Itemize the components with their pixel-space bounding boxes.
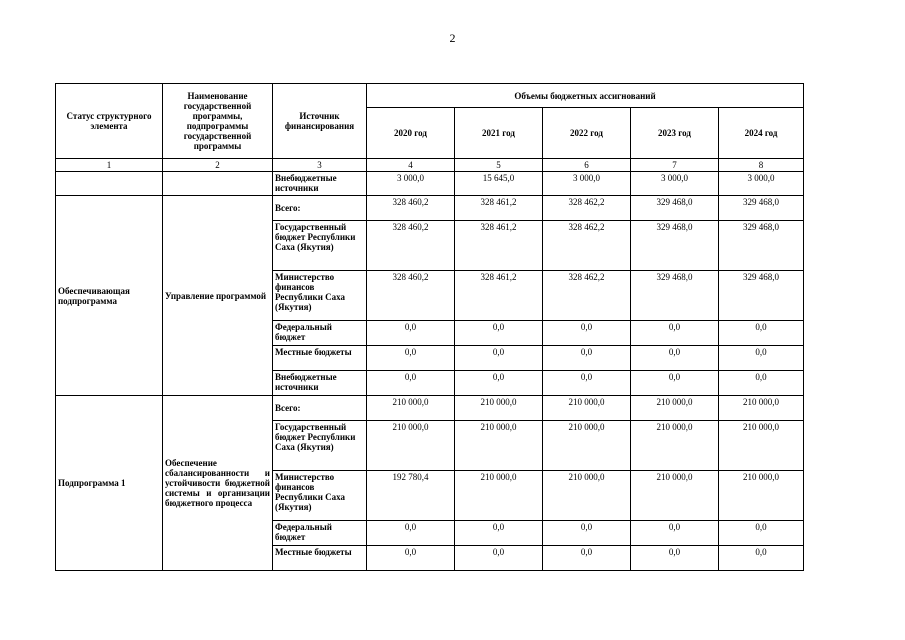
value-cell: 210 000,0 (367, 421, 455, 471)
value-cell: 0,0 (455, 521, 543, 546)
value-cell: 328 460,2 (367, 221, 455, 271)
table-row (56, 196, 804, 221)
header-name: Наименование государственной программы, подпрограммы государственной программы (163, 84, 273, 159)
value-cell: 0,0 (543, 521, 631, 546)
value-cell: 328 462,2 (543, 196, 631, 221)
value-cell: 0,0 (631, 521, 719, 546)
value-cell: 210 000,0 (543, 421, 631, 471)
value-cell: 192 780,4 (367, 471, 455, 521)
value-cell: 328 461,2 (455, 221, 543, 271)
value-cell: 210 000,0 (543, 471, 631, 521)
header-year: 2022 год (543, 108, 631, 159)
value-cell: 0,0 (719, 371, 804, 396)
value-cell: 329 468,0 (719, 196, 804, 221)
value-cell: 0,0 (631, 321, 719, 346)
value-cell: 210 000,0 (631, 471, 719, 521)
source-cell: Федеральный бюджет (273, 521, 367, 546)
status-cell: Обеспечивающая подпрограмма (56, 196, 163, 396)
header-source: Источник финансирования (273, 84, 367, 159)
value-cell: 0,0 (631, 346, 719, 371)
value-cell: 210 000,0 (719, 421, 804, 471)
column-number: 1 (56, 159, 163, 172)
header-volumes: Объемы бюджетных ассигнований (367, 84, 804, 108)
value-cell: 329 468,0 (631, 221, 719, 271)
value-cell: 15 645,0 (455, 172, 543, 196)
value-cell: 3 000,0 (543, 172, 631, 196)
value-cell: 328 462,2 (543, 271, 631, 321)
column-number: 7 (631, 159, 719, 172)
source-cell: Местные бюджеты (273, 546, 367, 571)
header-year: 2023 год (631, 108, 719, 159)
budget-table (55, 83, 804, 571)
source-cell: Всего: (273, 396, 367, 421)
name-cell: Управление программой (163, 196, 273, 396)
value-cell: 0,0 (543, 371, 631, 396)
column-number: 6 (543, 159, 631, 172)
column-number: 3 (273, 159, 367, 172)
source-cell: Всего: (273, 196, 367, 221)
source-cell: Федеральный бюджет (273, 321, 367, 346)
value-cell: 328 460,2 (367, 271, 455, 321)
value-cell: 210 000,0 (719, 396, 804, 421)
column-number: 2 (163, 159, 273, 172)
value-cell: 0,0 (543, 346, 631, 371)
value-cell: 210 000,0 (367, 396, 455, 421)
value-cell: 0,0 (631, 546, 719, 571)
value-cell: 210 000,0 (455, 421, 543, 471)
value-cell: 0,0 (367, 346, 455, 371)
value-cell: 328 462,2 (543, 221, 631, 271)
value-cell: 0,0 (367, 546, 455, 571)
value-cell: 0,0 (367, 521, 455, 546)
value-cell: 0,0 (455, 371, 543, 396)
table-row (56, 172, 804, 196)
value-cell: 210 000,0 (543, 396, 631, 421)
value-cell: 210 000,0 (455, 396, 543, 421)
source-cell: Государственный бюджет Республики Саха (Якутия) (273, 421, 367, 471)
value-cell: 3 000,0 (719, 172, 804, 196)
value-cell: 0,0 (455, 546, 543, 571)
value-cell: 0,0 (719, 546, 804, 571)
value-cell: 328 460,2 (367, 196, 455, 221)
value-cell: 0,0 (455, 346, 543, 371)
value-cell: 329 468,0 (631, 196, 719, 221)
status-cell (56, 172, 163, 196)
value-cell: 210 000,0 (631, 421, 719, 471)
header-status: Статус структурного элемента (56, 84, 163, 159)
value-cell: 0,0 (719, 321, 804, 346)
value-cell: 0,0 (719, 521, 804, 546)
value-cell: 0,0 (543, 546, 631, 571)
source-cell: Министерство финансов Республики Саха (Якутия) (273, 471, 367, 521)
value-cell: 0,0 (719, 346, 804, 371)
table-row (56, 396, 804, 421)
page-number: 2 (449, 31, 456, 45)
value-cell: 3 000,0 (367, 172, 455, 196)
value-cell: 210 000,0 (719, 471, 804, 521)
column-number: 4 (367, 159, 455, 172)
name-cell (163, 172, 273, 196)
value-cell: 0,0 (631, 371, 719, 396)
value-cell: 328 461,2 (455, 196, 543, 221)
name-cell: Обеспечение сбалансированности и устойчивости бюджетной системы и организации бюджетного процесса (163, 396, 273, 571)
header-year: 2024 год (719, 108, 804, 159)
column-number: 8 (719, 159, 804, 172)
status-cell: Подпрограмма 1 (56, 396, 163, 571)
value-cell: 329 468,0 (719, 271, 804, 321)
source-cell: Внебюджетные источники (273, 172, 367, 196)
column-number: 5 (455, 159, 543, 172)
source-cell: Внебюджетные источники (273, 371, 367, 396)
value-cell: 210 000,0 (455, 471, 543, 521)
value-cell: 0,0 (543, 321, 631, 346)
source-cell: Государственный бюджет Республики Саха (Якутия) (273, 221, 367, 271)
value-cell: 3 000,0 (631, 172, 719, 196)
value-cell: 0,0 (367, 371, 455, 396)
value-cell: 329 468,0 (631, 271, 719, 321)
header-year: 2020 год (367, 108, 455, 159)
value-cell: 329 468,0 (719, 221, 804, 271)
header-year: 2021 год (455, 108, 543, 159)
value-cell: 0,0 (455, 321, 543, 346)
value-cell: 210 000,0 (631, 396, 719, 421)
value-cell: 0,0 (367, 321, 455, 346)
source-cell: Министерство финансов Республики Саха (Якутия) (273, 271, 367, 321)
value-cell: 328 461,2 (455, 271, 543, 321)
source-cell: Местные бюджеты (273, 346, 367, 371)
